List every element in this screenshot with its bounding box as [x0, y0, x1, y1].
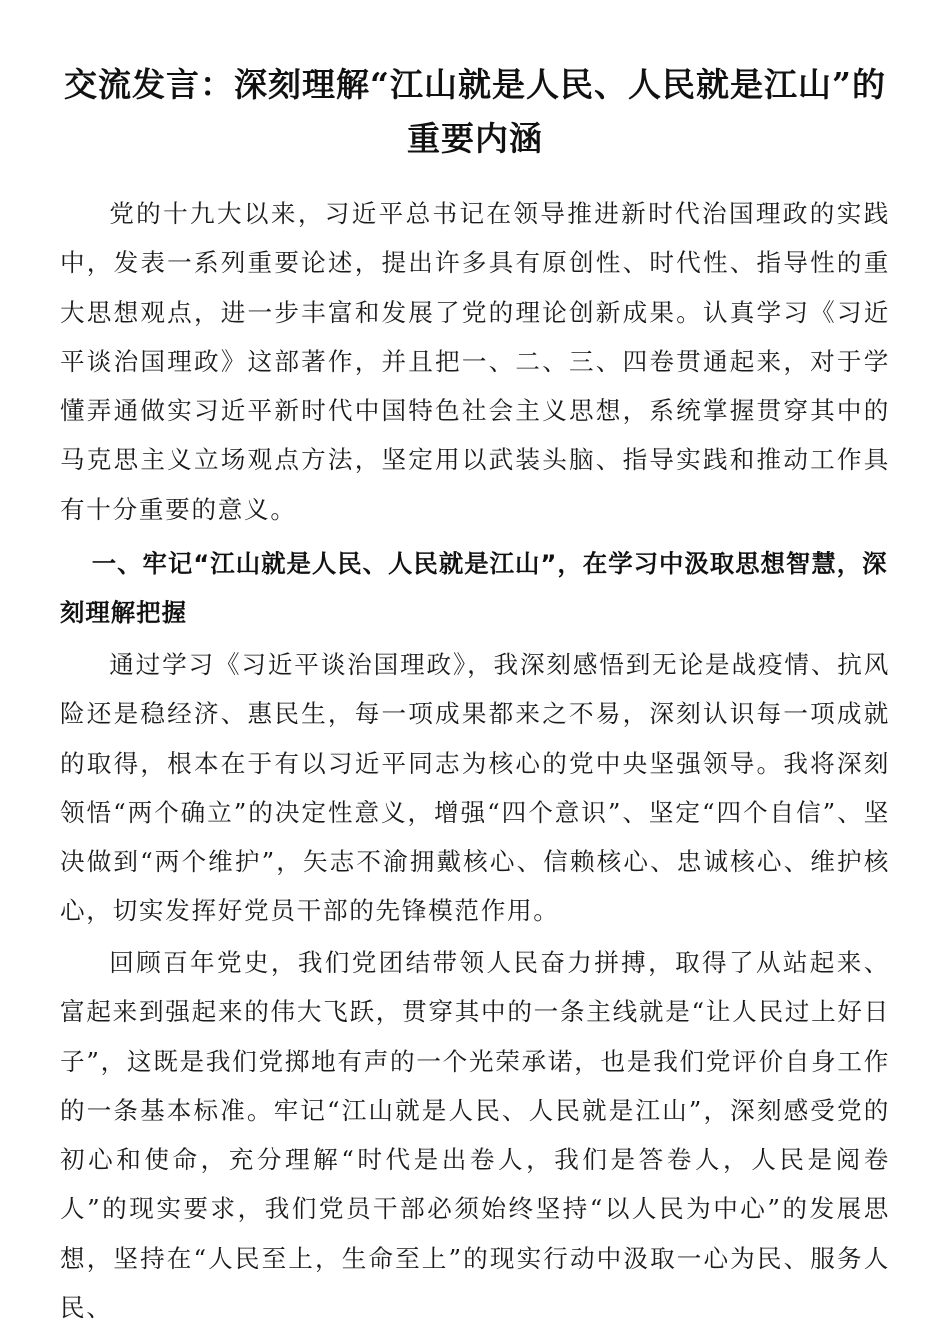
paragraph-intro: 党的十九大以来，习近平总书记在领导推进新时代治国理政的实践中，发表一系列重要论述，提出许多具有原创性、时代性、指导性的重大思想观点，进一步丰富和发展了党的理论创新成果。认真学习《习近平谈治国理政》这部著作，并且把一、二、三、四卷贯通起来，对于学懂弄通做实习近平新时代中国特色社会主义思想，系统掌握贯穿其中的马克思主义立场观点方法，坚定用以武装头脑、指导实践和推动工作具有十分重要的意义。	[60, 199, 890, 524]
paragraph-section-1-a: 通过学习《习近平谈治国理政》，我深刻感悟到无论是战疫情、抗风险还是稳经济、惠民生，每一项成果都来之不易，深刻认识每一项成就的取得，根本在于有以习近平同志为核心的党中央坚强领导。我将深刻领悟“两个确立”的决定性意义，增强“四个意识”、坚定“四个自信”、坚决做到“两个维护”，矢志不渝拥戴核心、信赖核心、忠诚核心、维护核心，切实发挥好党员干部的先锋模范作用。	[60, 650, 890, 926]
section-heading-1: 一、牢记“江山就是人民、人民就是江山”，在学习中汲取思想智慧，深刻理解把握	[60, 549, 888, 628]
paragraph-section-1-b: 回顾百年党史，我们党团结带领人民奋力拼搏，取得了从站起来、富起来到强起来的伟大飞跃，贯穿其中的一条主线就是“让人民过上好日子”，这既是我们党掷地有声的一个光荣承诺，也是我们党评价自身工作的一条基本标准。牢记“江山就是人民、人民就是江山”，深刻感受党的初心和使命，充分理解“时代是出卷人，我们是答卷人，人民是阅卷人”的现实要求，我们党员干部必须始终坚持“以人民为中心”的发展思想，坚持在“人民至上，生命至上”的现实行动中汲取一心为民、服务人民、	[60, 948, 890, 1323]
document-title: 交流发言：深刻理解“江山就是人民、人民就是江山”的重要内涵	[64, 65, 886, 158]
